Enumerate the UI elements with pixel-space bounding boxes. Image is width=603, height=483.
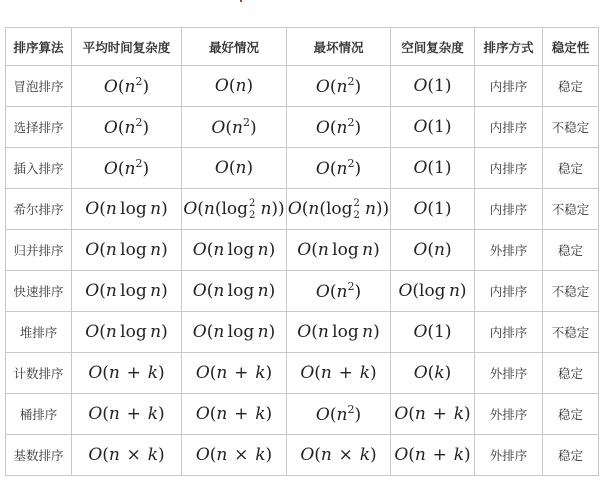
algorithm-name-cell: 堆排序 — [6, 312, 72, 353]
algorithm-name-cell: 插入排序 — [6, 148, 72, 189]
worst-case-cell: O(n(log 2 2 n)) — [287, 189, 391, 230]
best-case-cell: O(n(log 2 2 n)) — [182, 189, 287, 230]
average-time-cell: O(n + k) — [72, 394, 182, 435]
worst-case-cell: $O(n^2)$ — [287, 271, 391, 312]
worst-case-cell: O(n × k) — [287, 435, 391, 476]
header-stability: 稳定性 — [543, 28, 599, 66]
header-algorithm: 排序算法 — [6, 28, 72, 66]
stability-cell: 不稳定 — [543, 189, 599, 230]
stability-cell: 稳定 — [543, 148, 599, 189]
table-row — [6, 66, 599, 107]
algorithm-name-cell: 桶排序 — [6, 394, 72, 435]
average-time-cell: O(n log n) — [72, 312, 182, 353]
table-row — [6, 230, 599, 271]
space-complexity-cell: O(1) — [391, 148, 475, 189]
sorting-complexity-table — [5, 27, 599, 476]
average-time-cell: $O(n^2)$ — [72, 66, 182, 107]
stability-cell: 不稳定 — [543, 271, 599, 312]
algorithm-name-cell: 快速排序 — [6, 271, 72, 312]
average-time-cell: O(n + k) — [72, 353, 182, 394]
algorithm-name-cell: 基数排序 — [6, 435, 72, 476]
table-row — [6, 353, 599, 394]
best-case-cell: O(n + k) — [182, 353, 287, 394]
space-complexity-cell: O(1) — [391, 66, 475, 107]
best-case-cell: O(n) — [182, 148, 287, 189]
sort-method-cell: 外排序 — [475, 435, 543, 476]
average-time-cell: $O(n^2)$ — [72, 148, 182, 189]
stability-cell: 稳定 — [543, 66, 599, 107]
header-average-time: 平均时间复杂度 — [72, 28, 182, 66]
algorithm-name-cell: 归并排序 — [6, 230, 72, 271]
best-case-cell: O(n) — [182, 66, 287, 107]
header-row — [6, 28, 599, 66]
table-row — [6, 312, 599, 353]
stability-cell: 稳定 — [543, 394, 599, 435]
header-space: 空间复杂度 — [391, 28, 475, 66]
table-row — [6, 148, 599, 189]
stability-cell: 不稳定 — [543, 107, 599, 148]
worst-case-cell: O(n log n) — [287, 312, 391, 353]
stability-cell: 稳定 — [543, 353, 599, 394]
algorithm-name-cell: 计数排序 — [6, 353, 72, 394]
worst-case-cell: $O(n^2)$ — [287, 394, 391, 435]
header-worst-case: 最坏情况 — [287, 28, 391, 66]
sort-method-cell: 内排序 — [475, 312, 543, 353]
space-complexity-cell: O(k) — [391, 353, 475, 394]
average-time-cell: O(n × k) — [72, 435, 182, 476]
table-row — [6, 107, 599, 148]
sort-method-cell: 内排序 — [475, 148, 543, 189]
table-row — [6, 394, 599, 435]
stability-cell: 稳定 — [543, 435, 599, 476]
space-complexity-cell: O(n) — [391, 230, 475, 271]
best-case-cell: O(n log n) — [182, 230, 287, 271]
space-complexity-cell: O(1) — [391, 312, 475, 353]
average-time-cell: O(n log n) — [72, 230, 182, 271]
space-complexity-cell: O(log n) — [391, 271, 475, 312]
algorithm-name-cell: 冒泡排序 — [6, 66, 72, 107]
stability-cell: 不稳定 — [543, 312, 599, 353]
sort-method-cell: 内排序 — [475, 107, 543, 148]
worst-case-cell: O(n log n) — [287, 230, 391, 271]
worst-case-cell: $O(n^2)$ — [287, 148, 391, 189]
table-row — [6, 271, 599, 312]
decorative-dot — [240, 0, 242, 2]
space-complexity-cell: O(n + k) — [391, 394, 475, 435]
sort-method-cell: 内排序 — [475, 271, 543, 312]
header-sort-method: 排序方式 — [475, 28, 543, 66]
worst-case-cell: $O(n^2)$ — [287, 66, 391, 107]
sort-method-cell: 外排序 — [475, 394, 543, 435]
sort-method-cell: 外排序 — [475, 230, 543, 271]
best-case-cell: O(n log n) — [182, 312, 287, 353]
best-case-cell: O(n × k) — [182, 435, 287, 476]
best-case-cell: $O(n^2)$ — [182, 107, 287, 148]
average-time-cell: $O(n^2)$ — [72, 107, 182, 148]
space-complexity-cell: O(n + k) — [391, 435, 475, 476]
worst-case-cell: O(n + k) — [287, 353, 391, 394]
space-complexity-cell: O(1) — [391, 107, 475, 148]
algorithm-name-cell: 选择排序 — [6, 107, 72, 148]
worst-case-cell: $O(n^2)$ — [287, 107, 391, 148]
best-case-cell: O(n log n) — [182, 271, 287, 312]
header-best-case: 最好情况 — [182, 28, 287, 66]
sort-method-cell: 外排序 — [475, 353, 543, 394]
average-time-cell: O(n log n) — [72, 189, 182, 230]
average-time-cell: O(n log n) — [72, 271, 182, 312]
table-row — [6, 189, 599, 230]
stability-cell: 稳定 — [543, 230, 599, 271]
sort-method-cell: 内排序 — [475, 189, 543, 230]
space-complexity-cell: O(1) — [391, 189, 475, 230]
sort-method-cell: 内排序 — [475, 66, 543, 107]
table-row — [6, 435, 599, 476]
best-case-cell: O(n + k) — [182, 394, 287, 435]
algorithm-name-cell: 希尔排序 — [6, 189, 72, 230]
